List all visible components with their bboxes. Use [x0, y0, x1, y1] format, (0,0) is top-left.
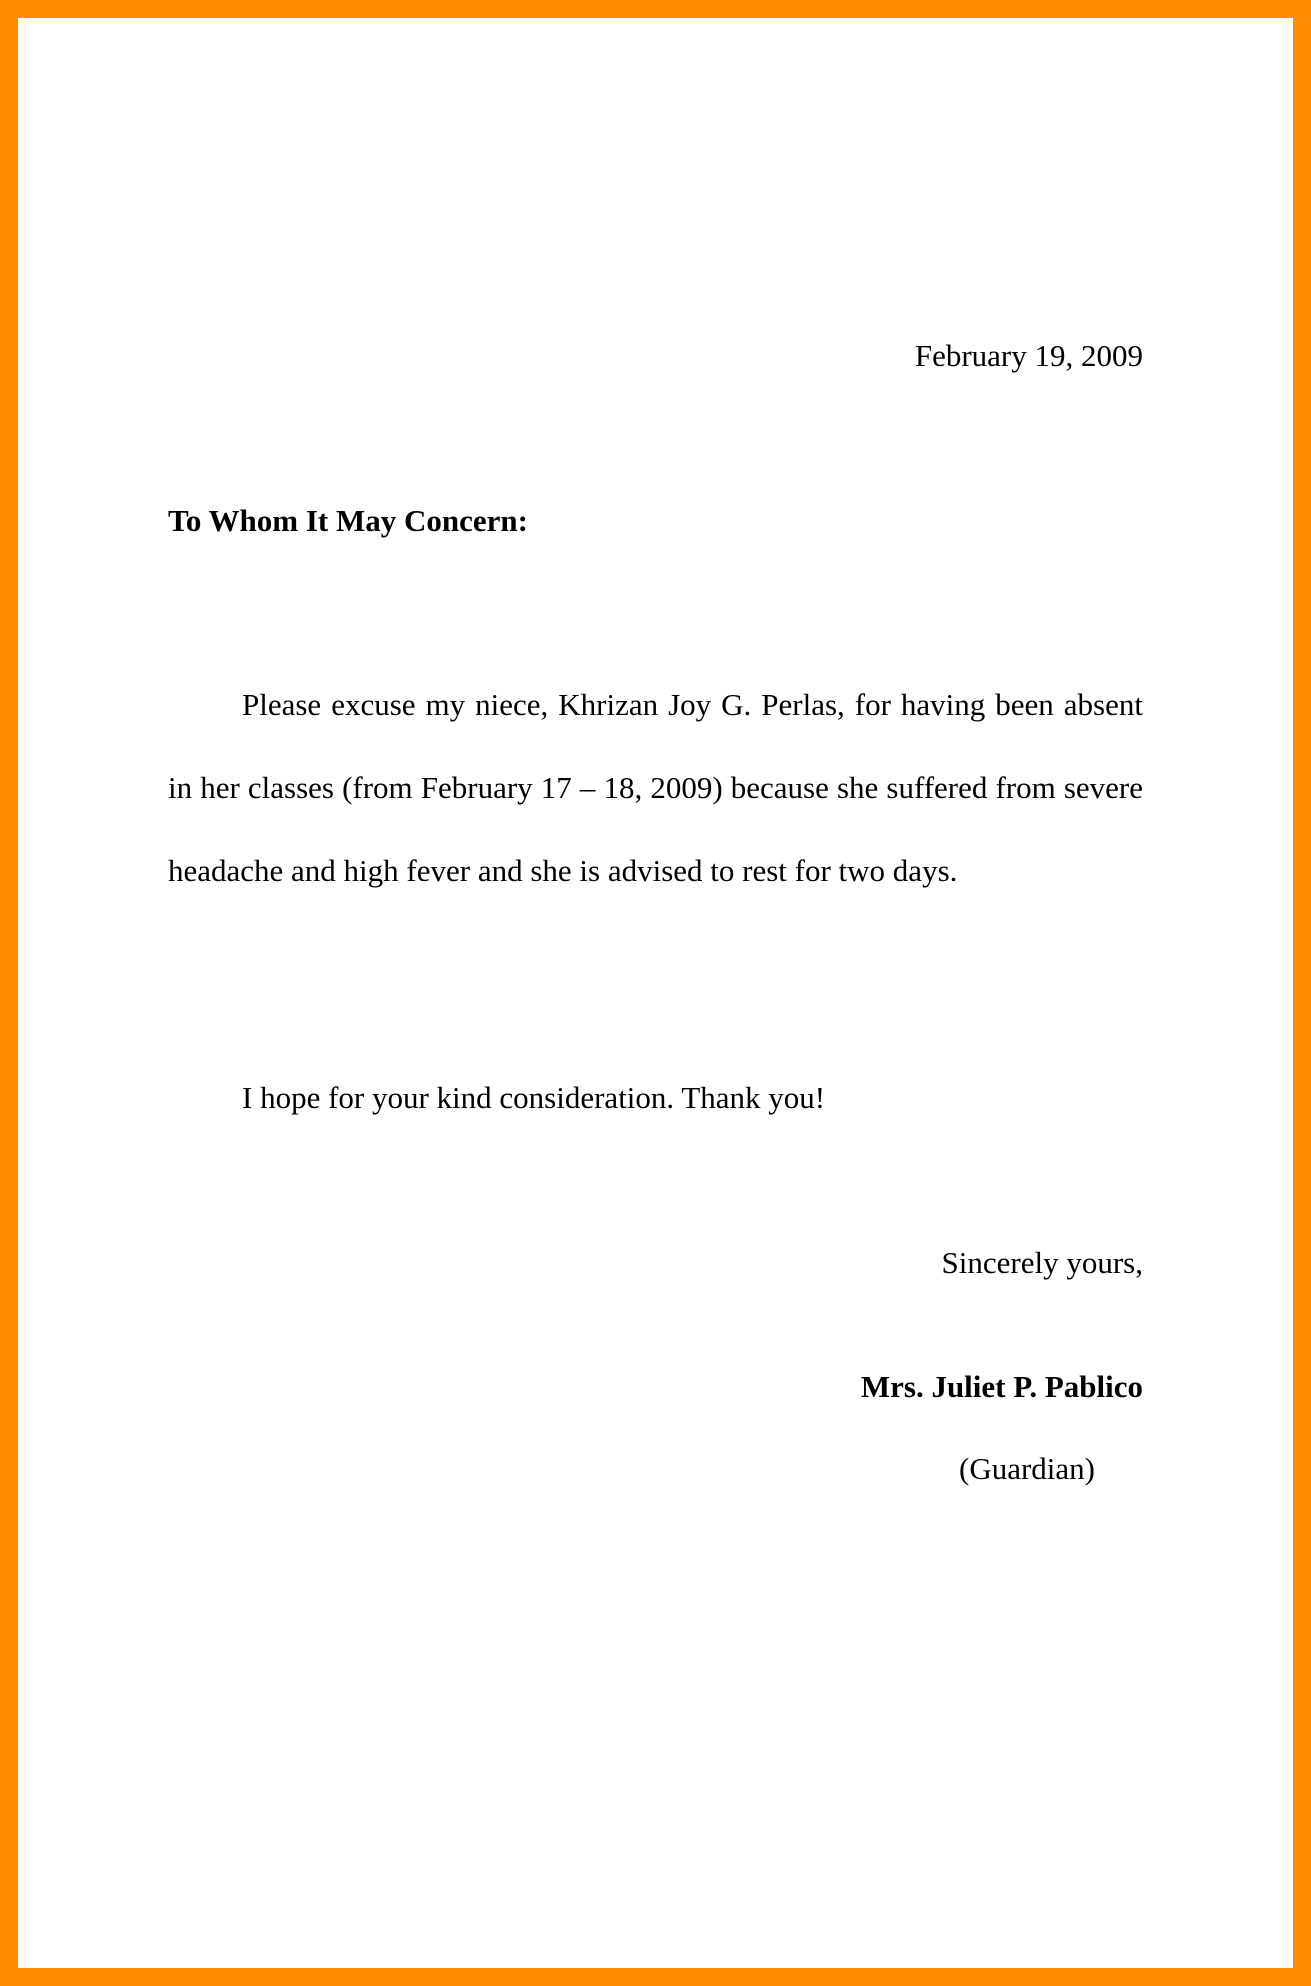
closing-paragraph: I hope for your kind consideration. Thank you! — [242, 1080, 826, 1115]
salutation: To Whom It May Concern: — [168, 503, 528, 538]
signer-role: (Guardian) — [959, 1451, 1095, 1486]
valediction: Sincerely yours, — [941, 1245, 1143, 1280]
body-paragraph: Please excuse my niece, Khrizan Joy G. Perlas, for having been absent in her classes (from February 17 – 18, 2009) because she suffered from severe headache and high fever and she is advised to rest for two days. — [168, 687, 1143, 888]
signer-name: Mrs. Juliet P. Pablico — [860, 1369, 1143, 1404]
letter-date: February 19, 2009 — [914, 338, 1143, 373]
